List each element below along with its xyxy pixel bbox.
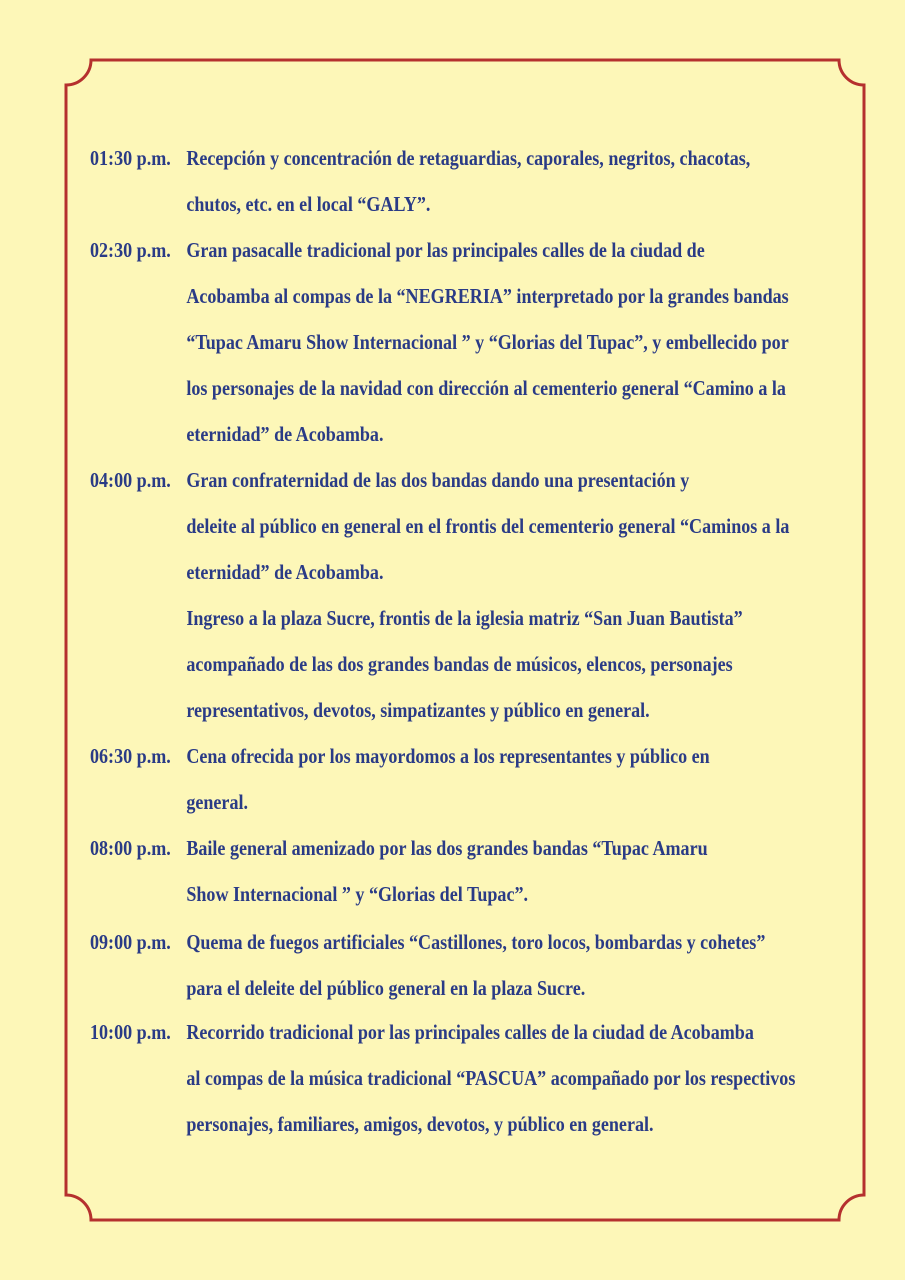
event-description-line: Baile general amenizado por las dos grandes bandas “Tupac Amaru (186, 836, 708, 860)
event-description-line: Quema de fuegos artificiales “Castillones, toro locos, bombardas y cohetes” (186, 930, 766, 954)
event-description-line: “Tupac Amaru Show Internacional ” y “Glorias del Tupac”, y embellecido por (186, 330, 789, 354)
event-description-line: Gran pasacalle tradicional por las principales calles de la ciudad de (186, 238, 705, 262)
event-description-line: personajes, familiares, amigos, devotos, y público en general. (186, 1112, 654, 1136)
event-description-line: Ingreso a la plaza Sucre, frontis de la iglesia matriz “San Juan Bautista” (186, 606, 743, 630)
event-description-line: al compas de la música tradicional “PASCUA” acompañado por los respectivos (186, 1066, 796, 1090)
event-description-line: Recorrido tradicional por las principales calles de la ciudad de Acobamba (186, 1020, 754, 1044)
event-description-line: general. (186, 790, 249, 814)
event-description-line: eternidad” de Acobamba. (186, 560, 384, 584)
event-description-line: eternidad” de Acobamba. (186, 422, 384, 446)
event-time: 01:30 p.m. (90, 146, 171, 170)
event-description-line: acompañado de las dos grandes bandas de músicos, elencos, personajes (186, 652, 733, 676)
event-time: 09:00 p.m. (90, 930, 171, 954)
event-time: 06:30 p.m. (90, 744, 171, 768)
event-description-line: Gran confraternidad de las dos bandas dando una presentación y (186, 468, 690, 492)
event-description-line: los personajes de la navidad con dirección al cementerio general “Camino a la (186, 376, 786, 400)
event-description-line: deleite al público en general en el frontis del cementerio general “Caminos a la (186, 514, 790, 538)
event-description-line: Acobamba al compas de la “NEGRERIA” interpretado por la grandes bandas (186, 284, 789, 308)
event-description-line: Cena ofrecida por los mayordomos a los representantes y público en (186, 744, 710, 768)
event-description-line: chutos, etc. en el local “GALY”. (186, 192, 431, 216)
event-time: 10:00 p.m. (90, 1020, 171, 1044)
event-description-line: para el deleite del público general en la plaza Sucre. (186, 976, 586, 1000)
event-time: 02:30 p.m. (90, 238, 171, 262)
event-time: 08:00 p.m. (90, 836, 171, 860)
event-description-line: Show Internacional ” y “Glorias del Tupac”. (186, 882, 529, 906)
event-description-line: representativos, devotos, simpatizantes y público en general. (186, 698, 650, 722)
event-description-line: Recepción y concentración de retaguardias, caporales, negritos, chacotas, (186, 146, 751, 170)
event-time: 04:00 p.m. (90, 468, 171, 492)
